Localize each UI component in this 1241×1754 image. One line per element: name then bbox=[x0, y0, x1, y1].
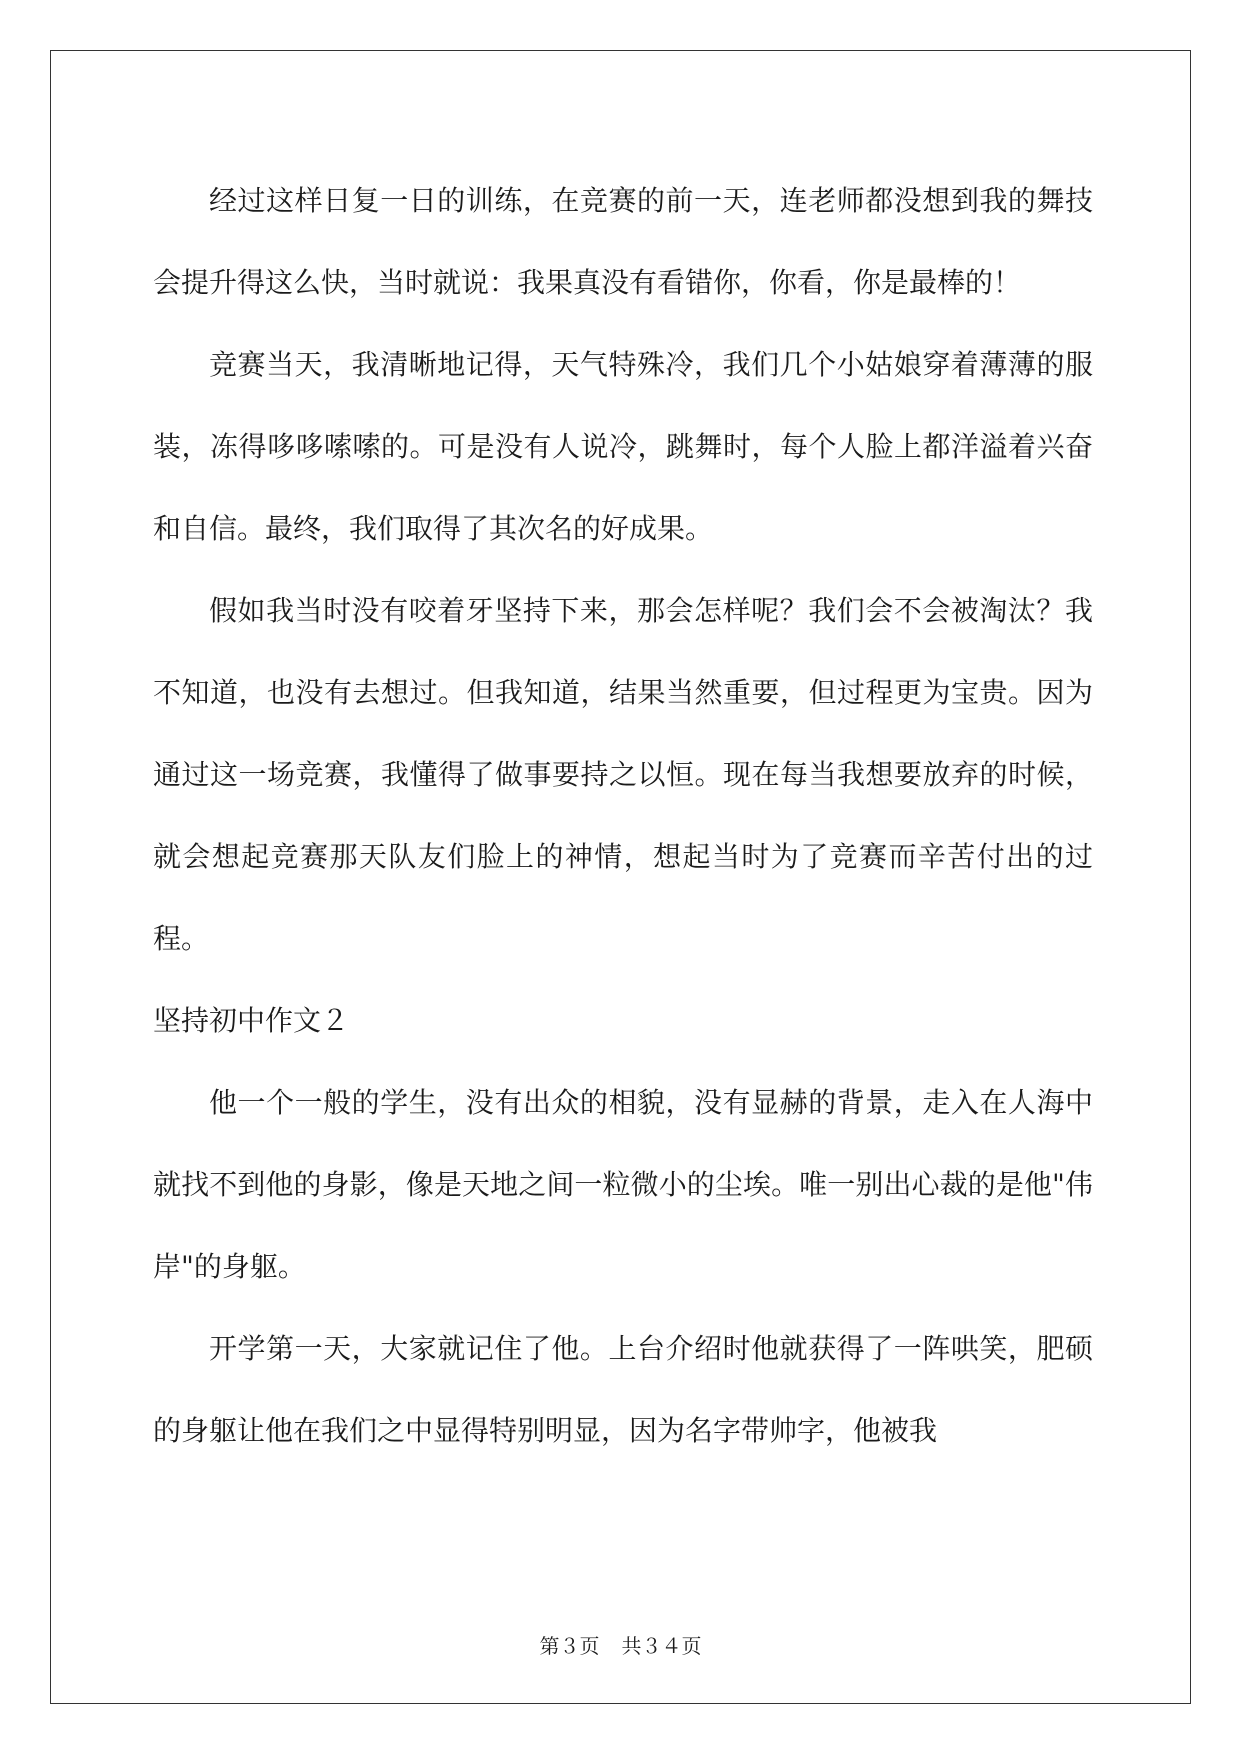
paragraph-5: 开学第一天，大家就记住了他。上台介绍时他就获得了一阵哄笑，肥硕的身躯让他在我们之中显得特别明显，因为名字带帅字，他被我 bbox=[153, 1332, 1093, 1447]
paragraph-2: 竞赛当天，我清晰地记得，天气特殊冷，我们几个小姑娘穿着薄薄的服装，冻得哆哆嗦嗦的。可是没有人说冷，跳舞时，每个人脸上都洋溢着兴奋和自信。最终，我们取得了其次名的好成果。 bbox=[153, 348, 1093, 545]
page-number-current: 第３页 bbox=[539, 1634, 600, 1658]
section-heading: 坚持初中作文２ bbox=[153, 1004, 350, 1037]
page-footer bbox=[0, 1630, 1241, 1659]
paragraph-3: 假如我当时没有咬着牙坚持下来，那会怎样呢？我们会不会被淘汰？我不知道，也没有去想过。但我知道，结果当然重要，但过程更为宝贵。因为通过这一场竞赛，我懂得了做事要持之以恒。现在每当我想要放弃的时候，就会想起竞赛那天队友们脸上的神情，想起当时为了竞赛而辛苦付出的过程。 bbox=[153, 594, 1093, 955]
page-number-total: 共３４页 bbox=[621, 1634, 702, 1658]
document-body bbox=[153, 160, 1093, 1472]
paragraph-4: 他一个一般的学生，没有出众的相貌，没有显赫的背景，走入在人海中就找不到他的身影，像是天地之间一粒微小的尘埃。唯一别出心裁的是他"伟岸"的身躯。 bbox=[153, 1086, 1093, 1283]
paragraph-1: 经过这样日复一日的训练，在竞赛的前一天，连老师都没想到我的舞技会提升得这么快，当时就说：我果真没有看错你，你看，你是最棒的！ bbox=[153, 184, 1093, 299]
